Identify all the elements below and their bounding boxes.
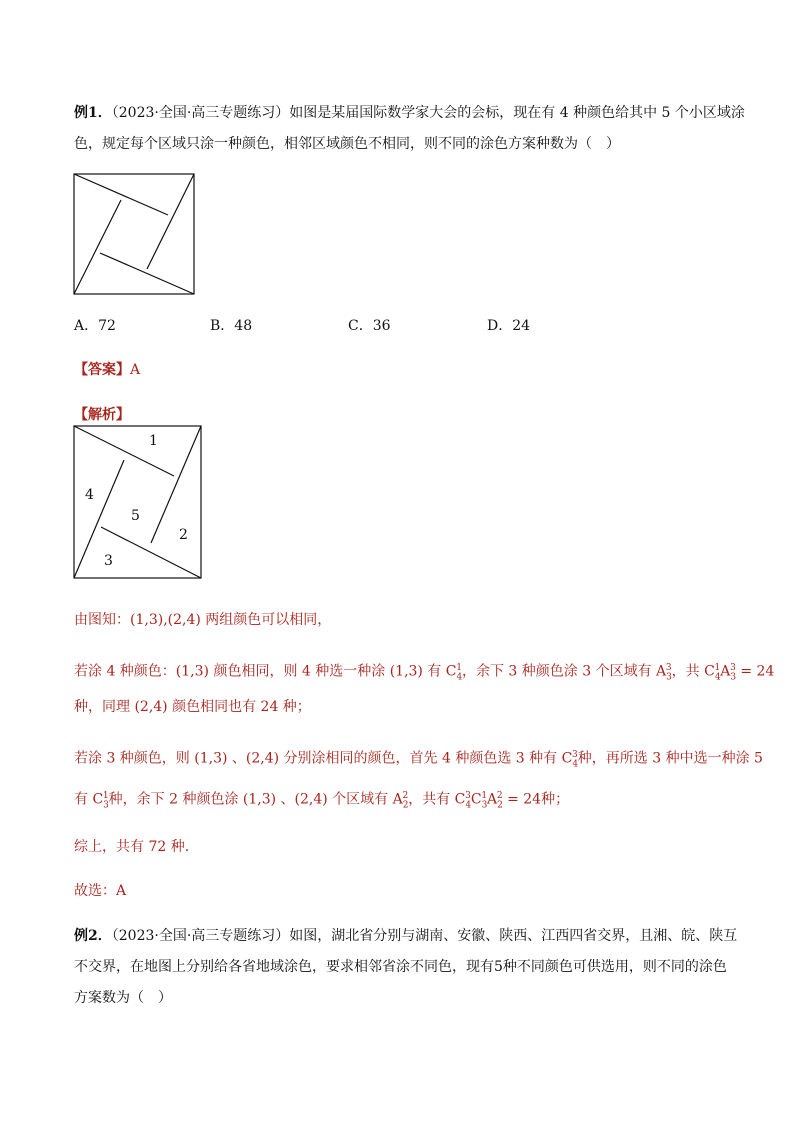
p3b-sup-1: 1 <box>102 791 109 801</box>
labeled-figure <box>73 425 202 580</box>
analysis-tag: 【解析】 <box>74 407 130 423</box>
p2a-text-3: ，共 C <box>671 663 715 680</box>
example2-line3: 方案数为（ ） <box>74 990 172 1006</box>
analysis-p3-line1 <box>74 745 763 774</box>
p2a-sub-2: 3 <box>666 672 672 683</box>
example2-line1 <box>74 926 737 946</box>
analysis-p3-line2 <box>74 786 569 815</box>
p3a-text-1: 若涂 3 种颜色，则 (1,3) 、(2,4) 分别涂相同的颜色，首先 4 种颜色选 3 种有 C <box>74 750 573 767</box>
analysis-p2-line1 <box>74 658 774 687</box>
answer-line <box>74 360 140 380</box>
analysis-p2-line2: 种，同理 (2,4) 颜色相同也有 24 种； <box>74 699 311 715</box>
example1-line1 <box>74 103 745 123</box>
example1-text-1: （2023·全国·高三专题练习）如图是某届国际数学家大会的会标，现在有 4 种颜色给其中 5 个小区域涂 <box>111 105 745 121</box>
p3b-sub-2: 2 <box>402 800 409 811</box>
p2a-sup-4: 3 <box>730 663 736 673</box>
p2a-sub-4: 3 <box>730 672 737 683</box>
p3b-text-4: C <box>470 791 482 808</box>
p3b-sub-1: 3 <box>103 800 109 811</box>
example2-line2: 不交界，在地图上分别给各省地域涂色，要求相邻省涂不同色，现有5种不同颜色可供选用，则不同的涂色 <box>74 959 727 975</box>
p3b-text-3: ，共有 C <box>408 791 466 808</box>
region-label-5: 5 <box>131 508 140 524</box>
p2a-sup-3: 1 <box>714 663 721 673</box>
p2a-text-2: ，余下 3 种颜色涂 3 个区域有 A <box>461 663 667 680</box>
p3b-sup-3: 3 <box>465 791 471 801</box>
p3a-sup-1: 3 <box>572 750 578 760</box>
region-label-4: 4 <box>85 487 94 503</box>
p3b-text-1: 有 C <box>74 791 104 808</box>
example1-label: 例1． <box>74 105 112 121</box>
p3b-sub-4: 3 <box>481 800 488 811</box>
p2a-sub-1: 4 <box>456 672 463 683</box>
p3b-text-5: A <box>487 791 498 808</box>
p3b-text-6: = 24种； <box>502 791 570 808</box>
answer-tag: 【答案】 <box>74 362 130 378</box>
option-c: C．36 <box>348 318 391 334</box>
p2a-sub-3: 4 <box>714 672 721 683</box>
p3b-sub-5: 2 <box>497 800 503 811</box>
p2a-text-1: 若涂 4 种颜色：(1,3) 颜色相同，则 4 种选一种涂 (1,3) 有 C <box>74 663 457 680</box>
example2-label: 例2． <box>74 928 112 944</box>
region-label-1: 1 <box>149 433 158 449</box>
p2a-text-4: A <box>720 663 731 680</box>
p3b-sup-4: 1 <box>481 791 488 801</box>
example1-line2: 色，规定每个区域只涂一种颜色，相邻区域颜色不相同，则不同的涂色方案种数为（ ） <box>74 136 620 152</box>
region-label-3: 3 <box>104 553 113 569</box>
analysis-p1: 由图知：(1,3),(2,4) 两组颜色可以相同， <box>74 612 332 628</box>
logo-figure <box>73 173 196 296</box>
p2a-sup-1: 1 <box>456 663 462 673</box>
example2-text-1: （2023·全国·高三专题练习）如图，湖北省分别与湖南、安徽、陕西、江西四省交界，且湘、皖、陕互 <box>111 928 738 944</box>
p3b-text-2: 种，余下 2 种颜色涂 (1,3) 、(2,4) 个区域有 A <box>108 791 403 808</box>
p3b-sup-5: 2 <box>496 791 503 801</box>
analysis-p4: 综上，共有 72 种. <box>74 839 190 855</box>
p3a-text-2: 种，再所选 3 种中选一种涂 5 <box>577 750 763 767</box>
p2a-text-5: = 24 <box>735 663 775 680</box>
option-d: D．24 <box>487 318 531 334</box>
p3a-sub-1: 4 <box>572 759 579 770</box>
option-b: B．48 <box>210 318 253 334</box>
analysis-p5: 故选：A <box>74 883 127 899</box>
region-label-2: 2 <box>179 527 188 543</box>
p3b-sup-2: 2 <box>402 791 409 801</box>
p3b-sub-3: 4 <box>465 800 472 811</box>
option-a: A．72 <box>74 318 116 334</box>
answer-value: A <box>130 362 141 378</box>
p2a-sup-2: 3 <box>665 663 672 673</box>
